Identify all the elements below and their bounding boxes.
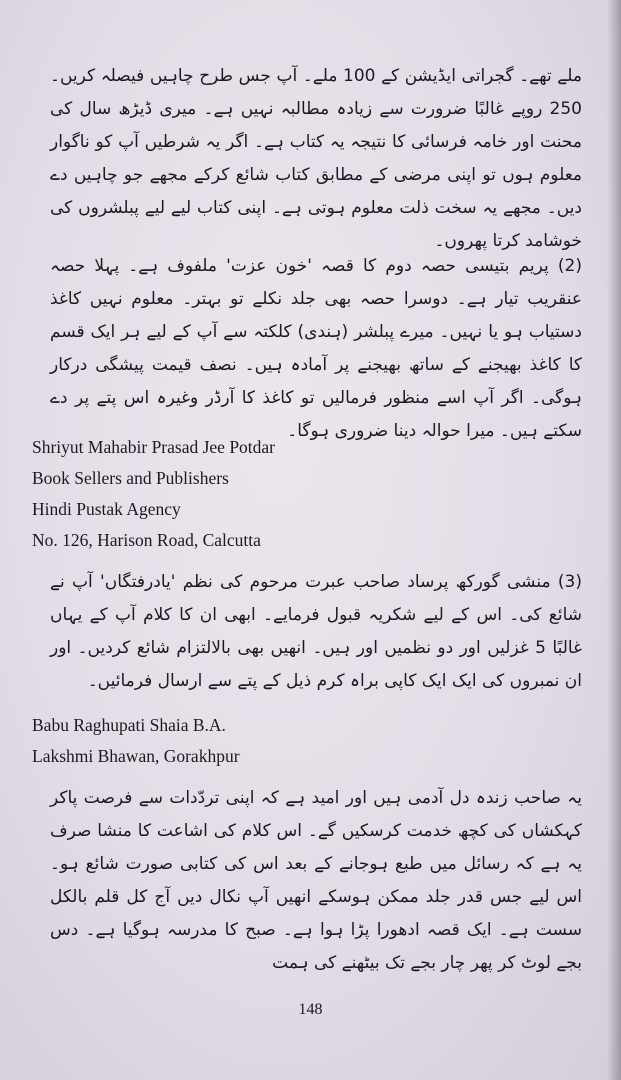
page-number: 148 xyxy=(298,1001,323,1018)
address-line: No. 126, Harison Road, Calcutta xyxy=(32,530,261,550)
urdu-paragraph-3: (3) منشی گورکھ پرساد صاحب عبرت مرحوم کی نظم 'یادرفتگاں' آپ نے شائع کی۔ اس کے لیے شکریہ قبول فرمایے۔ ابھی ان کا کلام آپ کے یہاں غالبًا 5 غزلیں اور دو نظمیں اور ہیں۔ انھیں بھی بالالتزام شائع کردیں۔ اور ان نمبروں کی ایک ایک کاپی براہ کرم ذیل کے پتے سے ارسال فرمائیں۔ xyxy=(50,572,582,691)
address-line: Shriyut Mahabir Prasad Jee Potdar xyxy=(32,437,276,457)
urdu-paragraph-2: (2) پریم بتیسی حصہ دوم کا قصہ 'خون عزت' ملفوف ہے۔ پہلا حصہ عنقریب تیار ہے۔ دوسرا حصہ بھی جلد نکلے تو بہتر۔ معلوم نہیں کاغذ دستیاب ہو یا نہیں۔ میرے پبلشر (ہندی) کلکتہ سے آپ کے لیے ہر ایک قسم کا کاغذ بھیجنے کے ساتھ بھیجنے پر آمادہ ہیں۔ نصف قیمت پیشگی درکار ہوگی۔ اگر آپ اسے منظور فرمالیں تو کاغذ کا آرڈر وغیرہ اس پتے پر دے سکتے ہیں۔ میرا حوالہ دینا ضروری ہوگا۔ xyxy=(50,256,582,441)
page-spine-shadow xyxy=(607,0,621,1080)
address-line: Hindi Pustak Agency xyxy=(32,499,181,519)
urdu-paragraph-4: یہ صاحب زندہ دل آدمی ہیں اور امید ہے کہ اپنی تردّدات سے فرصت پاکر کہکشاں کی کچھ خدمت کرسکیں گے۔ اس کلام کی اشاعت کا منشا صرف یہ ہے کہ رسائل میں طبع ہوجانے کے بعد اس کی کتابی صورت شائع ہو۔ اس لیے جس قدر جلد ممکن ہوسکے انھیں آپ نکال دیں آج کل قلم بالکل سست ہے۔ ایک قصہ ادھورا پڑا ہوا ہے۔ صبح کا مدرسہ ہوگیا ہے۔ دس بجے لوٹ کر پھر چار بجے تک بیٹھنے کی ہمت xyxy=(50,788,582,973)
recipient-address xyxy=(32,710,240,772)
address-line: Book Sellers and Publishers xyxy=(32,468,229,488)
publisher-address xyxy=(32,432,275,556)
urdu-paragraph-1: ملے تھے۔ گجراتی ایڈیشن کے 100 ملے۔ آپ جس طرح چاہیں فیصلہ کریں۔ 250 روپے غالبًا ضرورت سے زیادہ مطالبہ نہیں ہے۔ میری ڈیڑھ سال کی محنت اور خامہ فرسائی کا نتیجہ یہ کتاب ہے۔ اگر یہ شرطیں آپ کو ناگوار معلوم ہوں تو اپنی مرضی کے مطابق کتاب شائع کرکے مجھے جو چاہیں دے دیں۔ مجھے یہ سخت ذلت معلوم ہوتی ہے۔ اپنی کتاب لیے لیے پبلشروں کی خوشامد کرتا پھروں۔ xyxy=(50,66,582,251)
address-line: Babu Raghupati Shaia B.A. xyxy=(32,715,226,735)
address-line: Lakshmi Bhawan, Gorakhpur xyxy=(32,746,240,766)
